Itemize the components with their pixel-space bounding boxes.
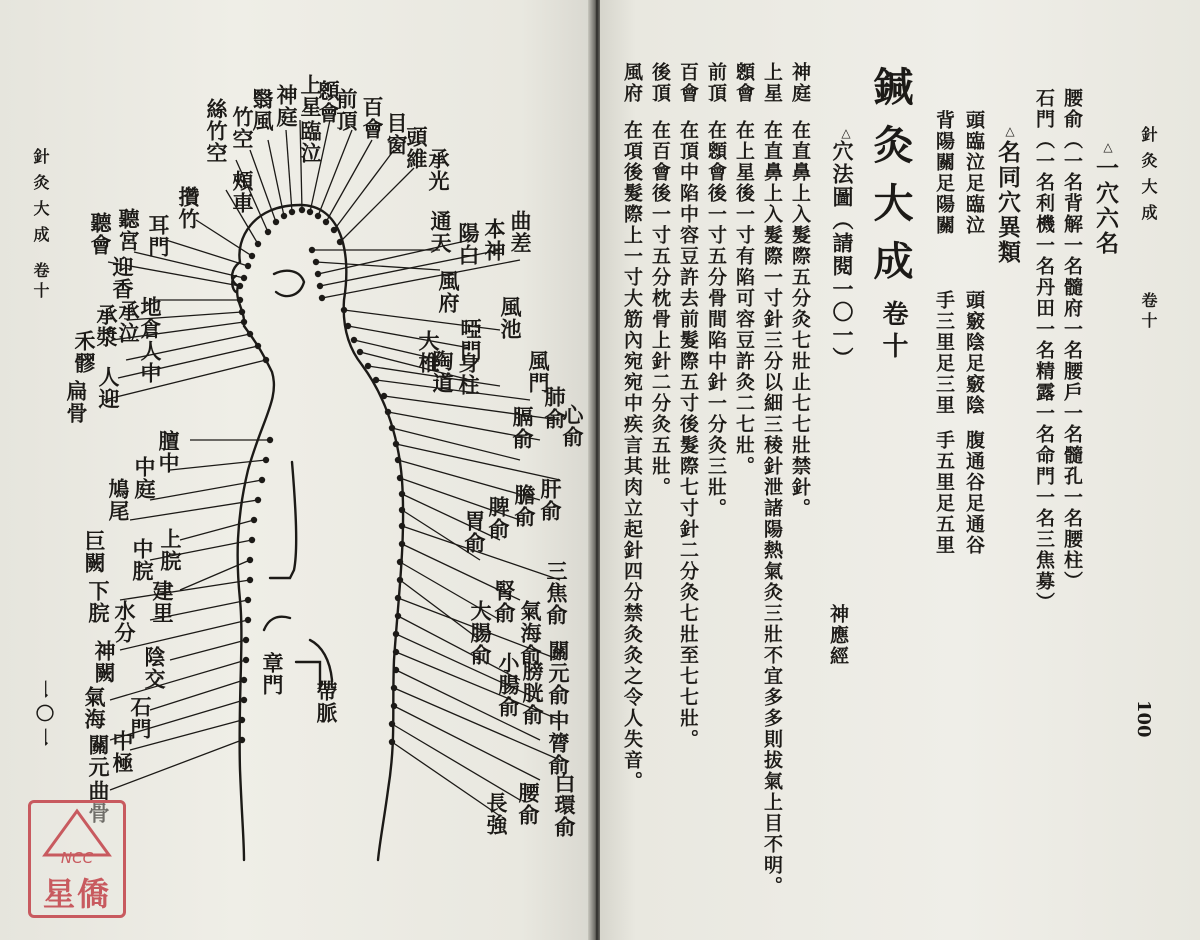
acupoint-dot bbox=[259, 477, 265, 483]
acupoint-dot bbox=[255, 497, 261, 503]
chapter-title: 鍼灸大成 bbox=[867, 66, 914, 298]
point-label: 身柱 bbox=[456, 352, 481, 396]
acupoint-dot bbox=[267, 437, 273, 443]
point-label: 巨闕 bbox=[82, 530, 107, 574]
point-label: 中庭 bbox=[132, 456, 157, 500]
point-label: 陰交 bbox=[142, 646, 167, 690]
acupoint-dot bbox=[247, 577, 253, 583]
left-page-number: 一〇一 bbox=[33, 680, 54, 752]
acupoint-dot bbox=[247, 557, 253, 563]
point-label: 鳩尾 bbox=[106, 478, 131, 522]
point-label: 承光 bbox=[426, 148, 451, 192]
point-label: 膻中 bbox=[156, 430, 181, 474]
acupoint-dot bbox=[393, 631, 399, 637]
point-label: 氣海俞 bbox=[518, 600, 543, 666]
point-text: 在直鼻上入髮際五分灸七壯止七七壯禁針。 bbox=[789, 120, 811, 519]
acupoint-dot bbox=[315, 271, 321, 277]
point-label: 氣海 bbox=[82, 686, 107, 730]
point-label: 翳風 bbox=[250, 88, 275, 132]
acupoint-dot bbox=[241, 677, 247, 683]
point-label: 風府 bbox=[436, 270, 461, 314]
acupoint-dot bbox=[289, 209, 295, 215]
triangle-bullet-icon: △ bbox=[1003, 124, 1017, 138]
point-label: 下脘 bbox=[86, 580, 111, 624]
acupoint-dot bbox=[391, 703, 397, 709]
text-column: 手五里足五里 bbox=[933, 430, 955, 556]
text-column: 手三里足三里 bbox=[933, 290, 955, 416]
point-label: 中脘 bbox=[130, 538, 155, 582]
acupoint-dot bbox=[357, 349, 363, 355]
point-label: 長強 bbox=[484, 792, 509, 836]
acupoint-dot bbox=[239, 717, 245, 723]
point-label: 肺俞 bbox=[542, 386, 567, 430]
publisher-seal bbox=[28, 800, 126, 918]
point-label: 頰車 bbox=[230, 170, 255, 214]
acupoint-dot bbox=[351, 337, 357, 343]
section-title: 穴法圖（請閱一〇一） bbox=[830, 140, 855, 370]
point-label: 耳門 bbox=[146, 214, 171, 258]
acupoint-dot bbox=[245, 617, 251, 623]
acupoint-dot bbox=[239, 309, 245, 315]
point-label: 腎俞 bbox=[492, 580, 517, 624]
point-label: 上脘 bbox=[158, 528, 183, 572]
point-label: 大椎 bbox=[416, 330, 441, 374]
text-column: 腰俞（一名背解一名髓府一名腰戶一名髓孔一名腰柱） bbox=[1061, 88, 1083, 592]
acupoint-dot bbox=[243, 657, 249, 663]
left-running-header: 針灸大成 bbox=[31, 148, 50, 252]
point-label: 肝俞 bbox=[538, 478, 563, 522]
point-text: 在百會後一寸五分枕骨上針二分灸五壯。 bbox=[649, 120, 671, 498]
acupoint-dot bbox=[237, 297, 243, 303]
point-name: 百會 bbox=[677, 62, 699, 104]
point-text: 在項後髮際上一寸大筋內宛宛中疾言其肉立起針四分禁灸灸之令人失音。 bbox=[621, 120, 643, 792]
acupoint-dot bbox=[263, 457, 269, 463]
acupoint-dot bbox=[395, 595, 401, 601]
point-label: 聽宮 bbox=[116, 208, 141, 252]
point-label: 胃俞 bbox=[462, 510, 487, 554]
left-page bbox=[0, 0, 592, 940]
acupoint-dot bbox=[399, 491, 405, 497]
point-label: 石門 bbox=[128, 696, 153, 740]
acupoint-dot bbox=[389, 739, 395, 745]
point-label: 啞門 bbox=[458, 318, 483, 362]
acupoint-dot bbox=[263, 357, 269, 363]
acupoint-dot bbox=[239, 737, 245, 743]
left-volume-label: 卷十 bbox=[31, 262, 50, 302]
point-label: 顖會 bbox=[316, 80, 341, 124]
source-label: 神應經 bbox=[827, 604, 849, 667]
section-title: 名同穴異類 bbox=[994, 140, 1021, 265]
seal-name-text: 星僑 bbox=[42, 875, 111, 913]
point-label: 迎香 bbox=[110, 256, 135, 300]
point-label: 水分 bbox=[112, 600, 137, 644]
point-label: 扁骨 bbox=[64, 380, 89, 424]
text-column: 頭臨泣足臨泣 bbox=[963, 110, 985, 236]
point-label: 神闕 bbox=[92, 640, 117, 684]
acupoint-dot bbox=[245, 263, 251, 269]
point-text: 在直鼻上入髮際一寸針三分以細三稜針泄諸陽熱氣灸三壯不宜多多則拔氣上目不明。 bbox=[761, 120, 783, 897]
acupoint-dot bbox=[385, 409, 391, 415]
acupoint-dot bbox=[397, 559, 403, 565]
point-label: 風門 bbox=[526, 350, 551, 394]
triangle-bullet-icon: △ bbox=[839, 126, 853, 140]
acupoint-dot bbox=[393, 667, 399, 673]
acupoint-dot bbox=[273, 219, 279, 225]
point-label: 膈俞 bbox=[510, 406, 535, 450]
point-label: 中極 bbox=[110, 730, 135, 774]
point-label: 通天 bbox=[428, 210, 453, 254]
text-column: 石門（一名利機一名丹田一名精露一名命門一名三焦募） bbox=[1033, 88, 1055, 613]
point-label: 陶道 bbox=[430, 350, 455, 394]
acupoint-dot bbox=[243, 637, 249, 643]
point-name: 風府 bbox=[621, 62, 643, 104]
point-label: 人中 bbox=[138, 340, 163, 384]
point-label: 大腸俞 bbox=[468, 600, 493, 666]
point-label: 曲差 bbox=[508, 210, 533, 254]
point-label: 竹空 bbox=[230, 106, 255, 150]
point-label: 絲竹空 bbox=[204, 98, 229, 164]
text-column: 背陽關足陽關 bbox=[933, 110, 955, 236]
acupoint-dot bbox=[365, 363, 371, 369]
acupoint-dot bbox=[319, 295, 325, 301]
point-label: 上星 bbox=[298, 74, 323, 118]
text-column: 腹通谷足通谷 bbox=[963, 430, 985, 556]
section-title: 一穴六名 bbox=[1092, 156, 1119, 256]
acupoint-dot bbox=[399, 507, 405, 513]
point-label: 關元 bbox=[86, 734, 111, 778]
point-label: 前頂 bbox=[334, 88, 359, 132]
right-volume-label: 卷十 bbox=[1139, 292, 1158, 332]
acupoint-dot bbox=[255, 343, 261, 349]
point-label: 禾髎 bbox=[72, 330, 97, 374]
acupoint-dot bbox=[395, 457, 401, 463]
point-name: 上星 bbox=[761, 62, 783, 104]
acupoint-dot bbox=[255, 241, 261, 247]
acupoint-dot bbox=[331, 227, 337, 233]
point-label: 人迎 bbox=[96, 366, 121, 410]
acupoint-dot bbox=[309, 247, 315, 253]
point-label: 神庭 bbox=[274, 84, 299, 128]
right-page bbox=[600, 0, 1200, 940]
acupoint-dot bbox=[307, 209, 313, 215]
acupoint-dot bbox=[241, 319, 247, 325]
acupoint-dot bbox=[397, 475, 403, 481]
point-label: 腰俞 bbox=[516, 782, 541, 826]
point-label: 帶脈 bbox=[314, 680, 339, 724]
acupoint-dot bbox=[393, 649, 399, 655]
acupoint-dot bbox=[249, 537, 255, 543]
point-label: 小腸俞 bbox=[496, 652, 521, 718]
acupoint-dot bbox=[397, 577, 403, 583]
point-label: 心俞 bbox=[560, 404, 585, 448]
acupoint-dot bbox=[315, 213, 321, 219]
acupoint-dot bbox=[341, 307, 347, 313]
point-label: 頭維 bbox=[404, 126, 429, 170]
acupoint-dot bbox=[265, 229, 271, 235]
chapter-volume: 卷十 bbox=[878, 300, 908, 364]
point-label: 地倉 bbox=[138, 296, 163, 340]
acupoint-dot bbox=[337, 239, 343, 245]
right-running-header: 針灸大成 bbox=[1139, 126, 1158, 230]
point-label: 百會 bbox=[360, 96, 385, 140]
acupoint-dot bbox=[313, 259, 319, 265]
point-label: 關元俞 bbox=[546, 640, 571, 706]
text-column: 頭竅陰足竅陰 bbox=[963, 290, 985, 416]
point-label: 承泣 bbox=[116, 300, 141, 344]
point-label: 聽會 bbox=[88, 212, 113, 256]
point-name: 前頂 bbox=[705, 62, 727, 104]
point-name: 後頂 bbox=[649, 62, 671, 104]
point-label: 陽白 bbox=[456, 222, 481, 266]
seal-ncc-text: NCC bbox=[60, 849, 94, 867]
acupoint-dot bbox=[389, 721, 395, 727]
acupoint-dot bbox=[323, 219, 329, 225]
acupoint-dot bbox=[345, 323, 351, 329]
acupoint-dot bbox=[237, 283, 243, 289]
point-text: 在上星後一寸有陷可容豆許灸二七壯。 bbox=[733, 120, 755, 477]
acupoint-dot bbox=[399, 523, 405, 529]
point-text: 在頂中陷中容豆許去前髮際五寸後髮際七寸針二分灸七壯至七七壯。 bbox=[677, 120, 699, 750]
acupoint-dot bbox=[251, 517, 257, 523]
acupoint-dot bbox=[373, 377, 379, 383]
acupoint-dot bbox=[317, 283, 323, 289]
acupoint-dot bbox=[393, 441, 399, 447]
right-page-number: 100 bbox=[1133, 700, 1154, 738]
acupoint-dot bbox=[241, 275, 247, 281]
point-label: 三焦俞 bbox=[544, 560, 569, 626]
point-label: 風池 bbox=[498, 296, 523, 340]
acupoint-dot bbox=[245, 597, 251, 603]
acupoint-dot bbox=[381, 393, 387, 399]
acupoint-dot bbox=[299, 207, 305, 213]
acupoint-dot bbox=[391, 685, 397, 691]
acupoint-dot bbox=[389, 425, 395, 431]
acupoint-dot bbox=[241, 697, 247, 703]
point-label: 臨泣 bbox=[298, 120, 323, 164]
acupoint-dot bbox=[281, 213, 287, 219]
acupoint-dot bbox=[247, 331, 253, 337]
point-label: 膀胱俞 bbox=[520, 660, 545, 726]
point-label: 白環俞 bbox=[552, 772, 577, 838]
point-label: 本神 bbox=[482, 218, 507, 262]
point-label: 建里 bbox=[150, 580, 175, 624]
point-label: 曲骨 bbox=[86, 780, 111, 824]
point-name: 神庭 bbox=[789, 62, 811, 104]
point-label: 承漿 bbox=[94, 304, 119, 348]
triangle-bullet-icon: △ bbox=[1101, 140, 1115, 154]
point-label: 中膂俞 bbox=[546, 710, 571, 776]
acupoint-dot bbox=[399, 541, 405, 547]
acupoint-dot bbox=[395, 613, 401, 619]
point-label: 章門 bbox=[260, 652, 285, 696]
point-label: 攢竹 bbox=[176, 186, 201, 230]
point-label: 目窗 bbox=[384, 112, 409, 156]
acupoint-dot bbox=[249, 253, 255, 259]
point-text: 在顖會後一寸五分骨間陷中針一分灸三壯。 bbox=[705, 120, 727, 519]
point-label: 脾俞 bbox=[486, 496, 511, 540]
point-label: 膽俞 bbox=[512, 484, 537, 528]
point-name: 顖會 bbox=[733, 62, 755, 104]
